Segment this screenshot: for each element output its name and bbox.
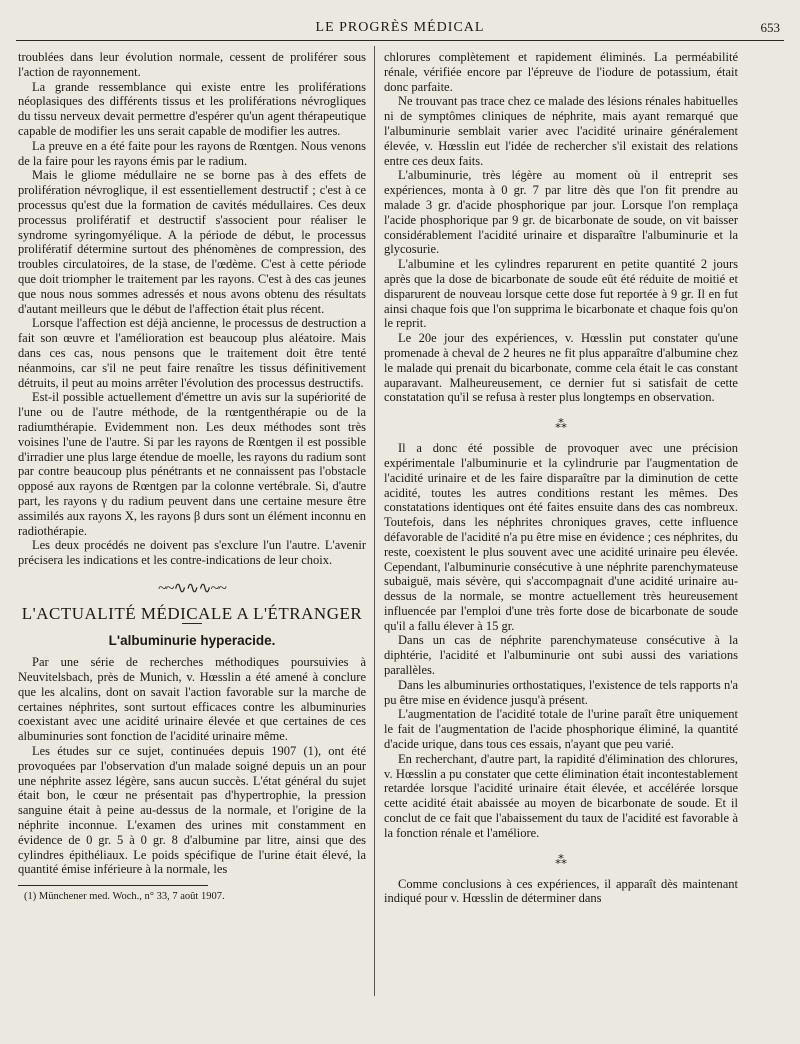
right-column [384, 50, 738, 1040]
paragraph: Mais le gliome médullaire ne se borne pas à des effets de prolifération névroglique, il est essentiellement destructif ; c'est à ce processus qu'est due la formation de cavités médullaires. Ces deux processus prolifératif et destructif s'associent pour réaliser le syndrome syringomyélique. A la période de début, le processus prolifératif détermine surtout des phénomènes de compression, des troubles circulatoires, de la stase, de l'œdème. C'est à cette période que doit triompher le traitement par les rayons. C'est à des cas jeunes que nous nous sommes adressés et nous avons obtenu des résultats d'autant meilleurs que le début de l'affection était plus récent. [18, 168, 366, 316]
paragraph: L'albuminurie, très légère au moment où il entreprit ses expériences, monta à 0 gr. 7 par litre dès que l'on fit prendre au malade 3 gr. d'acide phosphorique par jour. Lorsque l'on remplaça l'acide phosphorique par 9 gr. de bicarbonate de soude, on vit baisser considérablement l'acidité urinaire et disparaître l'albuminurie et la glycosurie. [384, 168, 738, 257]
paragraph: Est-il possible actuellement d'émettre un avis sur la supériorité de l'une ou de l'autre méthode, de la rœntgenthérapie ou de la radiumthérapie. Evidemment non. Les deux méthodes sont très voisines l'une de l'autre. Si par les rayons de Rœntgen il est possible d'irradier une plus large étendue de moelle, les rayons du radium sont par contre beaucoup plus pénétrants et ne connaissent pas l'obstacle opposé aux rayons de Rœntgen par la colonne vertébrale. Si, d'autre part, les rayons γ du radium peuvent dans une certaine mesure être assimilés aux rayons X, les rayons β durs sont un élément inconnu en radiothérapie. [18, 390, 366, 538]
journal-title: LE PROGRÈS MÉDICAL [315, 20, 485, 35]
section-break-asterism: ⁂ [555, 417, 567, 432]
left-column [18, 50, 366, 1035]
title-rule [182, 623, 202, 624]
paragraph: troublées dans leur évolution normale, cessent de proliférer sous l'action de rayonnement. [18, 50, 366, 79]
paragraph: Les études sur ce sujet, continuées depuis 1907 (1), ont été provoquées par l'observation d'un malade soigné depuis un an pour une néphrite assez légère, sans aucun succès. L'état général du sujet était bon, le cœur ne présentait pas d'hypertrophie, la pression sanguine était à peine au-dessus de la normale, et l'origine de la néphrite inconnue. L'examen des urines mit constamment en évidence de 0 gr. 5 à 0 gr. 8 d'albumine par litre, ainsi que des cylindres épithéliaux. Le poids spécifique de l'urine était élevé, la quantité émise inférieure à la normale, les [18, 744, 366, 877]
section-ornament: ~~∿∿∿~~ [158, 579, 226, 597]
page-number: 653 [760, 20, 780, 35]
paragraph: chlorures complètement et rapidement éliminés. La perméabilité rénale, vérifiée encore par l'épreuve de l'iodure de potassium, était donc parfaite. [384, 50, 738, 94]
paragraph: Dans un cas de néphrite parenchymateuse consécutive à la diphtérie, l'acidité et l'albuminurie ont subi aussi des variations parallèles. [384, 633, 738, 678]
paragraph: La grande ressemblance qui existe entre les proliférations néoplasiques des différents tissus et les proliférations névrogliques du tissu nerveux devait permettre d'espérer qu'un agent thérapeutique capable de modifier les uns serait capable de modifier les autres. [18, 79, 366, 138]
page-header [16, 18, 784, 41]
paragraph: En recherchant, d'autre part, la rapidité d'élimination des chlorures, v. Hœsslin a pu constater que cette élimination était incontestablement retardée lorsque l'acidité urinaire était élevée, et accélérée lorsque cette acidité était abaissée au moyen de bicarbonate de soude. Et il conclut de ce fait que l'abaissement du taux de l'acidité est favorable à la fonction rénale et l'améliore. [384, 751, 738, 840]
paragraph: L'albumine et les cylindres reparurent en petite quantité 2 jours après que la dose de bicarbonate de soude eût été réduite de moitié et disparurent de nouveau lorsque cette dose fut reportée à 9 gr. Il en fut ainsi chaque fois que l'on supprima le bicarbonate et chaque fois qu'on le reprit. [384, 257, 738, 331]
column-divider [374, 46, 375, 996]
paragraph: Lorsque l'affection est déjà ancienne, le processus de destruction a fait son œuvre et l'amélioration est beaucoup plus aléatoire. Mais dans ces cas, nous pensons que le traitement doit être tenté néanmoins, car s'il ne peut faire renaître les tissus définitivement détruits, il peut au moins arrêter l'évolution des processus destructifs. [18, 316, 366, 390]
paragraph: La preuve en a été faite pour les rayons de Rœntgen. Nous venons de la faire pour les rayons émis par le radium. [18, 138, 366, 168]
footnote-rule [18, 885, 208, 886]
paragraph: Les deux procédés ne doivent pas s'exclure l'un l'autre. L'avenir précisera les indications et les contre-indications de leur choix. [18, 538, 366, 568]
paragraph: L'augmentation de l'acidité totale de l'urine paraît être uniquement le fait de l'augmentation de l'acide phosphorique éliminé, la quantité d'acide urique, dans tous ces essais, n'ayant que peu varié. [384, 707, 738, 752]
paragraph: Comme conclusions à ces expériences, il apparaît dès maintenant indiqué pour v. Hœsslin de déterminer dans [384, 876, 738, 906]
article-title: L'albuminurie hyperacide. [108, 633, 276, 649]
section-break-asterism: ⁂ [555, 852, 567, 867]
section-title: L'ACTUALITÉ MÉDICALE A L'ÉTRANGER [21, 603, 363, 623]
paragraph: Par une série de recherches méthodiques poursuivies à Neuvitelsbach, près de Munich, v. Hœsslin a été amené à conclure que les alcalins, dont on savait l'action favorable sur la marche de certaines néphrites, sont surtout efficaces contre les albuminuries coexistant avec une acidité urinaire élevée et que certaines de ces albuminuries sont fonction de l'acidité urinaire même. [18, 655, 366, 744]
paragraph: Il a donc été possible de provoquer avec une précision expérimentale l'albuminurie et la cylindrurie par l'augmentation de l'acidité urinaire et de les faire disparaître par la diminution de cette acidité, toutes les autres conditions restant les mêmes. Des constatations identiques ont été faites ensuite dans des cas nombreux. Toutefois, dans les néphrites chroniques graves, cette influence défavorable de l'acidité n'a pu être mise en évidence ; ces néphrites, du reste, coexistent le plus souvent avec une acidité urinaire peu élevée. Cependant, l'albuminurie consécutive à une néphrite parenchymateuse subaiguë, mais sévère, qui s'accompagnait d'une acidité urinaire au-dessus de la normale, se montre actuellement très heureusement influencée par l'emploi d'une très forte dose de bicarbonate de soude qu'il a fallu élever à 15 gr. [384, 441, 738, 633]
paragraph: Ne trouvant pas trace chez ce malade des lésions rénales habituelles ni de symptômes cliniques de néphrite, mais ayant remarqué que l'albuminurie semblait varier avec l'acidité urinaire généralement élevée, v. Hœsslin eut l'idée de rechercher s'il existait des relations entre ces deux faits. [384, 94, 738, 168]
paragraph: Le 20e jour des expériences, v. Hœsslin put constater qu'une promenade à cheval de 2 heures ne fit plus apparaître d'albumine chez le malade qui prenait du bicarbonate, comme cela était le cas constant auparavant. Malheureusement, ce dernier fut si satisfait de cette constatation qu'il se refusa à rester plus longtemps en observation. [384, 331, 738, 405]
footnote: (1) Münchener med. Woch., n° 33, 7 août 1907. [24, 891, 225, 903]
paragraph: Dans les albuminuries orthostatiques, l'existence de tels rapports n'a pu être mise en évidence jusqu'à présent. [384, 677, 738, 707]
